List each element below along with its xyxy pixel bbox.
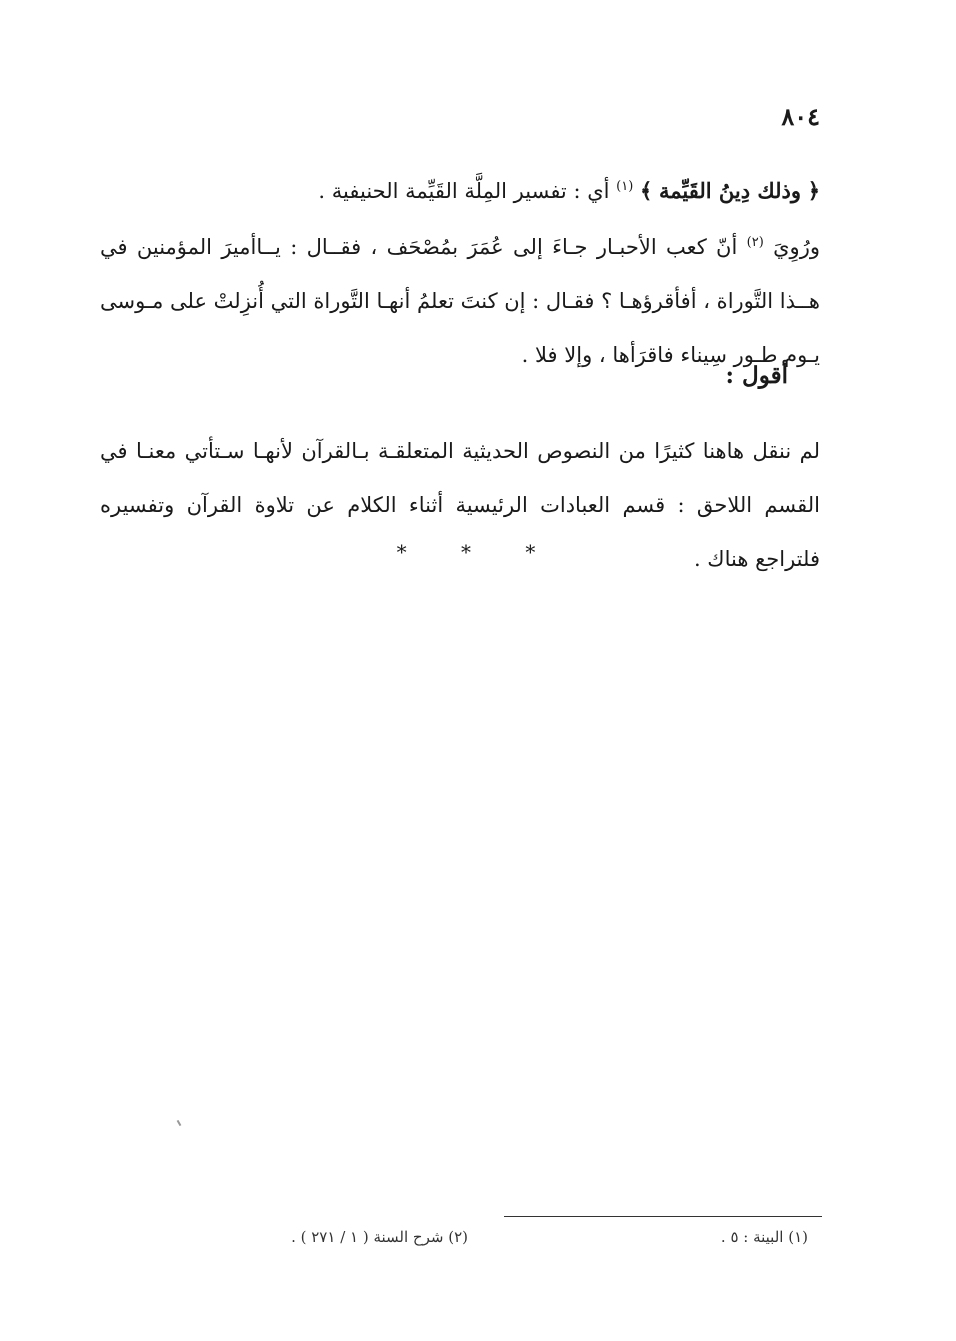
narration-text: أنّ كعب الأحبـار جـاءَ إلى عُمَرَ بمُصْحَف ، فقــال : يــاأميرَ المؤمنين في هــذا التَّوراة ، أفأقرؤهـا ؟ فقـال : إن كنتَ تعلمُ أنهـا التَّوراة التي أُنزِلتْ على مـوسى يـوم طـور سِيناء فاقرَأها ، وإلا فلا .	[99, 235, 820, 367]
quote-close-bracket: ﴾	[640, 178, 653, 203]
section-separator: * * *	[396, 540, 560, 564]
footnote-1: (١) البينة : ٥ .	[720, 1228, 808, 1246]
footnote-ref-2: (٢)	[746, 235, 764, 250]
paragraph-commentary: لم ننقل هاهنا كثيرًا من النصوص الحديثية المتعلقـة بـالقرآن لأنهـا سـتأتي معنـا في القسم اللاحق : قسم العبادات الرئيسية أثناء الكلام عن تلاوة القرآن وتفسيره فلتراجع هناك .	[100, 439, 820, 571]
section-heading: أقول :	[725, 362, 788, 389]
quote-open-bracket: ﴿	[807, 178, 820, 203]
narration-start: ورُوِيَ	[773, 235, 820, 259]
footnote-ref-1: (١)	[616, 179, 634, 194]
paragraph-narration	[100, 216, 820, 382]
scan-speck	[177, 1120, 182, 1126]
verse-explanation: أي : تفسير المِلَّة القَيِّمة الحنيفية .	[318, 179, 610, 203]
paragraph-quran-verse	[100, 160, 820, 218]
footnote-2: (٢) شرح السنة ( ١ / ٢٧١ ) .	[291, 1228, 468, 1246]
quran-quote: وذلك دِينُ القَيِّمة	[659, 178, 801, 203]
footnote-divider	[504, 1216, 822, 1217]
page-number: ٨٠٤	[781, 102, 820, 131]
